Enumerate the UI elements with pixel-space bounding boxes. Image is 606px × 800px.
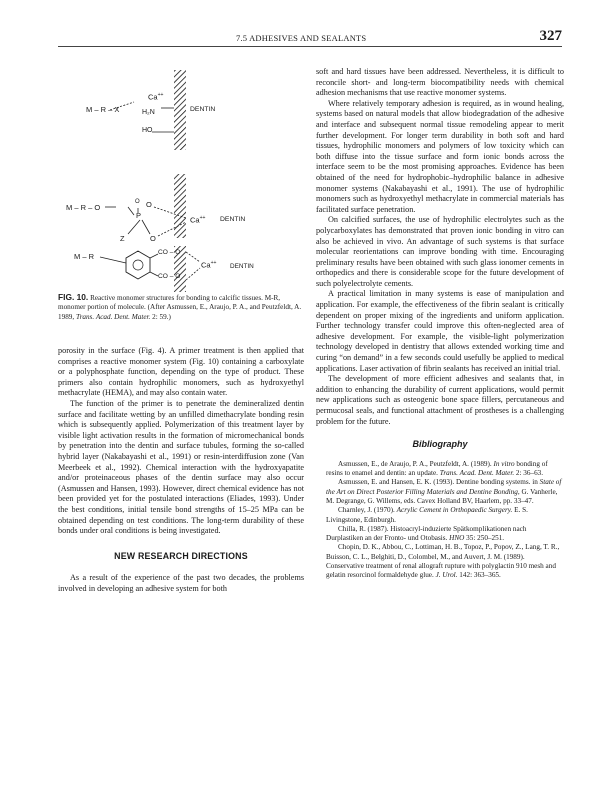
- struct2-oxygen-double: O: [135, 199, 140, 205]
- page-number: 327: [539, 28, 562, 44]
- ref-text: Chopin, D. K., Abbou, C., Lottiman, H. B., Topoz, P., Popov, Z., Lang, T. R., Buisson, C. L., Belghiti, D., Colombel, M., and Auvert, J. M. (1989). Conservative treatment of renal allograft rupture with polyglactin 910 mesh and gelatin resorcinol formaldehyde glue.: [326, 543, 560, 580]
- bond-line: [150, 272, 158, 276]
- ref-italic: J. Urol.: [435, 571, 458, 580]
- reference-list: [316, 460, 564, 581]
- body-paragraph: As a result of the experience of the past two decades, the problems involved in developing an adhesive system for both: [58, 573, 304, 593]
- struct2-monomer-label: M – R – O: [66, 203, 101, 212]
- body-paragraph: On calcified surfaces, the use of hydrophilic electrolytes such as the polycarboxylates has demonstrated that proven ionic bonding in vitro can also be achieved in vivo. An advantage of such systems is that surface molecular reorientations can improve bonding with time. Encouraging preliminary results have been obtained with such glass ionomer cements in orthopedics and there is considerable scope for the future development of such polyelectrolyte cements.: [316, 215, 564, 288]
- section-heading: NEW RESEARCH DIRECTIONS: [114, 550, 248, 561]
- figure-10: [58, 68, 300, 316]
- body-paragraph: porosity in the surface (Fig. 4). A primer treatment is then applied that comprises a reactive monomer system (Fig. 10) containing a carboxylate or a polyphosphate function, depending on the type of product. These primers also contain hydrophilic monomers, such as hydroxyethyl methacrylate (HEMA), and may also contain water.: [58, 346, 304, 398]
- ca-text: Ca: [148, 92, 158, 102]
- body-paragraph: The function of the primer is to penetrate the demineralized dentin surface and facilitate wetting by an unfilled dimethacrylate bonding resin which is subsequently applied. Polymerization of this treatment layer by visible light activation results in the formation of micromechanical bonds by penetration into the dentin and surface tubules, forming the so-called hybrid layer (Nakabayashi et al., 1991) or resin-interdiffusion zone (Van Meerbeek et al., 1992). Chemical interaction with the hydroxyapatite and/or proteinaceous phases of the dentin surface may also occur (Asmussen and Hansen, 1993). However, direct chemical evidence has not been provided yet for the postulated interactions (Eliades, 1993). Under the best conditions, initial tensile bond strengths of 15–25 MPa can be obtained depending on test conditions. The long-term durability of these bonds under oral conditions is being investigated.: [58, 398, 304, 536]
- dentin-strip-1: [174, 70, 186, 150]
- struct2-dentin-label: DENTIN: [220, 216, 246, 223]
- header-rule: [58, 46, 562, 47]
- ref-italic: HNO: [449, 534, 465, 543]
- body-paragraph: soft and hard tissues have been addressed. Nevertheless, it is difficult to reconcile short- and long-term biocompatibility needs with chemical adhesion mechanisms that use reactive monomer systems.: [316, 67, 564, 98]
- bibliography-heading: Bibliography: [412, 439, 468, 450]
- caption-journal: Trans. Acad. Dent. Mater.: [75, 312, 151, 321]
- struct3-carboxyl-bottom: CO – O: [158, 273, 181, 280]
- struct3-calcium-label: [201, 260, 216, 270]
- bond-line: [142, 220, 150, 234]
- body-paragraph: A practical limitation in many systems is ease of manipulation and application. For example, the effectiveness of the fibrin sealant is critically dependent on proper mixing of the ingredients and uniform application. Further technology transfer could improve this often-neglected area of adhesive development. For example, the visible-light polymerization technology developed in dentistry that allows extended working time and curing “on demand” in a few seconds could usefully be applied to medical applications. Laser activation of fibrin sealants has received an initial trial.: [316, 289, 564, 373]
- struct1-monomer-label: M – R – X: [86, 105, 120, 114]
- ca-text: Ca: [201, 260, 211, 270]
- dentin-strip-2: [174, 174, 186, 238]
- struct3-monomer-label: M – R: [74, 252, 95, 261]
- ref-text: Chilla, R. (1987). Histoacryl-induzierte Spätkomplikationen nach Durplastiken an der Fronto- und Otobasis.: [326, 524, 527, 543]
- ref-italic: Acrylic Cement in Orthopaedic Surgery.: [396, 506, 513, 515]
- ref-text: Asmussen, E. and Hansen, E. K. (1993). Dentine bonding systems. in: [338, 478, 540, 487]
- ca-charge: ++: [210, 260, 217, 266]
- reference-item: [316, 543, 564, 580]
- struct1-hydroxyl-label: HO: [142, 127, 153, 134]
- reference-item: [316, 525, 564, 544]
- struct1-dentin-label: DENTIN: [190, 106, 216, 113]
- bond-line: [186, 252, 200, 262]
- ref-text: Charnley, J. (1970).: [338, 506, 397, 515]
- bond-line: [150, 254, 158, 258]
- figure-caption: [58, 293, 302, 322]
- struct1-calcium-label: [148, 92, 163, 102]
- bond-line: [128, 207, 134, 215]
- ca-charge: ++: [157, 92, 164, 98]
- ref-text: bonding of resins to enamel and dentin: an update.: [326, 459, 548, 478]
- ref-text: 35: 250–251.: [464, 534, 505, 543]
- body-paragraph: Where relatively temporary adhesion is required, as in wound healing, systems based on natural models that allow biodegradation of the adhesive and interface and subsequent normal tissue remodeling appear to merit further development. For longer term durability in both soft and hard tissues, hydrophilic monomers and polymers of low toxicity which can both diffuse into the tissue surface and form ionic bonds across the interface seem to be the most promising approaches. Evidence has been obtained of the need for hydrophobic–hydrophilic balance in adhesive monomer systems (Nakabayashi et al., 1991). The use of hydrophilic monomers such as hydroxyethyl methacrylate in commercial materials has facilitated surface penetration.: [316, 98, 564, 214]
- reference-item: [316, 460, 564, 479]
- ref-italic: State of the Art on Direct Posterior Filling Materials and Dentine Bonding: [326, 478, 562, 496]
- reference-item: [316, 478, 564, 506]
- benzene-inner-ring: [133, 260, 143, 270]
- figure-number: FIG. 10.: [58, 292, 89, 302]
- reference-item: [316, 506, 564, 525]
- struct2-z-group: Z: [120, 234, 125, 243]
- struct2-oxygen-bottom: O: [150, 234, 156, 243]
- ref-italic: Trans. Acad. Dent. Mater.: [439, 469, 515, 478]
- struct3-dentin-label: DENTIN: [230, 263, 254, 270]
- struct2-calcium-label: [190, 215, 205, 225]
- ref-italic: In vitro: [493, 459, 515, 468]
- bond-line: [100, 257, 126, 263]
- ref-text: , G. Vanherle, M. Degrange, G. Willems, eds. Cavex Holland BV, Haarlem, pp. 33–47.: [326, 487, 558, 505]
- ca-charge: ++: [199, 215, 206, 221]
- right-column: [316, 67, 564, 581]
- figure-drawing: [58, 68, 300, 293]
- ref-text: 142: 363–365.: [457, 571, 501, 580]
- struct1-amine-label: H₂N: [142, 109, 155, 116]
- struct2-oxygen-top: O: [146, 200, 152, 209]
- running-header-title: 7.5 ADHESIVES AND SEALANTS: [236, 33, 367, 43]
- caption-text: Reactive monomer structures for bonding to calcific tissues. M-R, monomer portion of molecule. (After Asmussen, E., Araujo, P. A., and Peutzfeldt, A. 1989,: [58, 294, 302, 321]
- body-paragraph: The development of more efficient adhesives and sealants that, in addition to enhancing the durability of current applications, would permit new applications such as osteogenic bone space fillers, percutaneous and permucosal seals, and functional attachment of prostheses is a challenging problem for the future.: [316, 374, 564, 426]
- ref-text: E. S. Livingstone, Edinburgh.: [326, 506, 528, 524]
- caption-tail: 2: 59.): [150, 312, 171, 321]
- bond-line: [186, 268, 200, 280]
- benzene-ring: [126, 251, 150, 279]
- left-column: [58, 346, 304, 594]
- struct2-phosphorus: P: [136, 211, 142, 220]
- ref-text: Asmussen, E., de Araujo, P. A., Peutzfeldt, A. (1989).: [338, 459, 494, 468]
- bond-line: [128, 220, 140, 234]
- ca-text: Ca: [190, 215, 200, 225]
- struct3-carboxyl-top: CO – O: [158, 249, 181, 256]
- ref-text: 2: 36–63.: [514, 469, 544, 478]
